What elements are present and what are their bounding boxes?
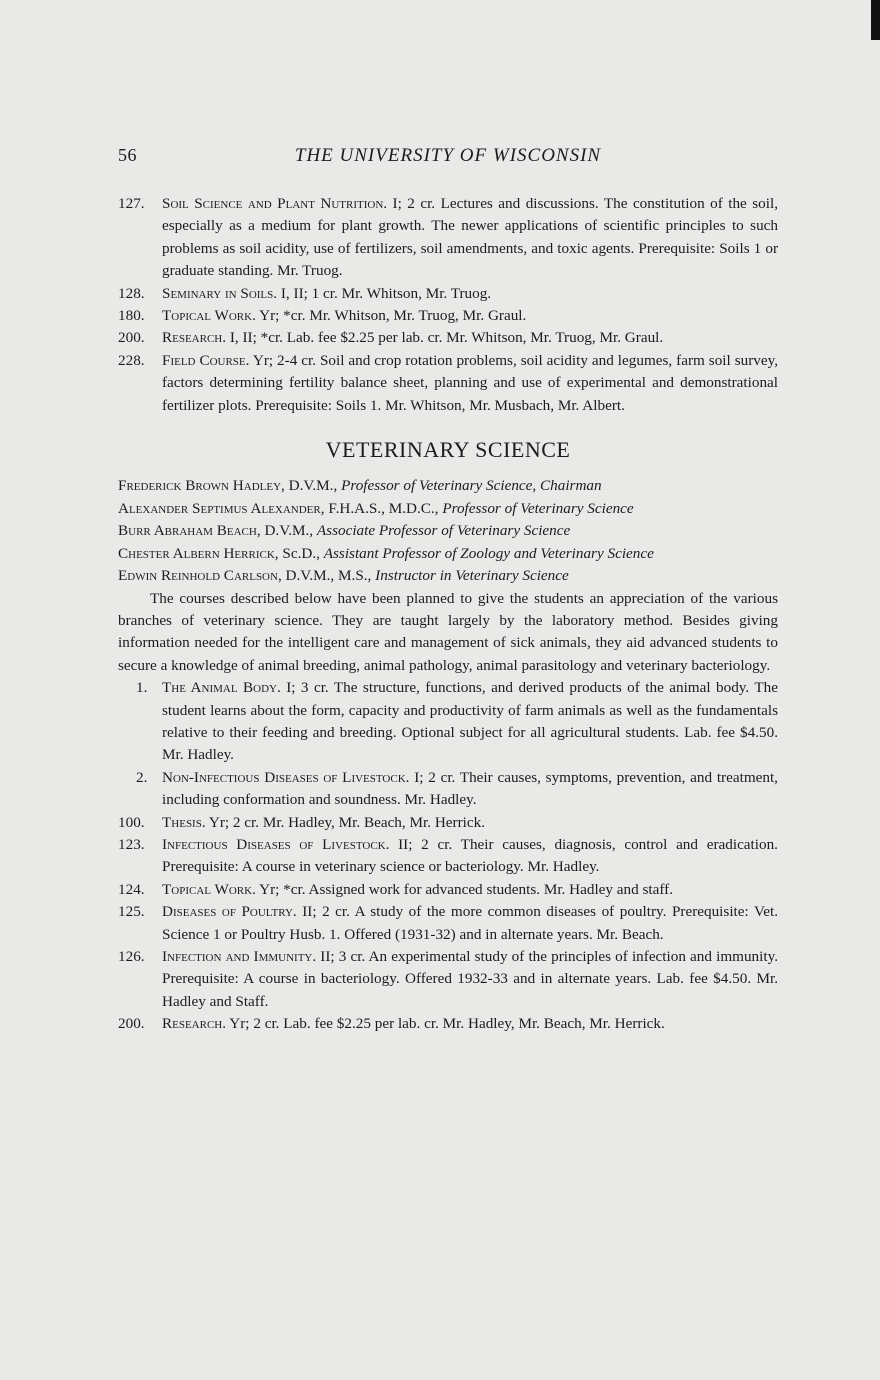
course-entry — [118, 901, 778, 946]
running-title: THE UNIVERSITY OF WISCONSIN — [294, 145, 602, 166]
staff-degree: , F.H.A.S., M.D.C., — [320, 499, 443, 517]
staff-name: Edwin Reinhold Carlson — [118, 567, 278, 585]
course-description — [162, 305, 778, 327]
course-description — [162, 946, 778, 1013]
course-title: Diseases of Poultry. — [162, 903, 297, 921]
course-number: 180. — [118, 307, 145, 325]
course-entry — [118, 879, 778, 901]
course-details: II; 2 cr. Their causes, diagnosis, control and eradication. Prerequisite: A course in veterinary science or bacteriology. Mr. Hadley. — [162, 835, 778, 876]
course-details: I, II; 1 cr. Mr. Whitson, Mr. Truog. — [277, 284, 492, 302]
course-number: 200. — [118, 1015, 145, 1033]
course-details: Yr; *cr. Assigned work for advanced students. Mr. Hadley and staff. — [255, 880, 674, 898]
staff-name: Chester Albern Herrick — [118, 544, 275, 562]
staff-degree: , D.V.M., — [256, 522, 317, 540]
course-details: Yr; 2 cr. Lab. fee $2.25 per lab. cr. Mr. Hadley, Mr. Beach, Mr. Herrick. — [226, 1015, 665, 1033]
course-details: I; 2 cr. Their causes, symptoms, prevention, and treatment, including conformation and soundness. Mr. Hadley. — [162, 768, 778, 809]
course-number: 123. — [118, 835, 145, 853]
course-description — [162, 350, 778, 417]
course-description — [162, 327, 778, 349]
staff-list — [118, 475, 778, 587]
course-number: 200. — [118, 329, 145, 347]
course-description — [162, 767, 778, 812]
course-details: I; 3 cr. The structure, functions, and derived products of the animal body. The student learns about the form, capacity and productivity of farm animals as well as the fundamentals relative to their feeding and breeding. Optional subject for all agricultural students. Lab. fee $4.50. Mr. Hadley. — [162, 679, 778, 764]
course-entry — [118, 350, 778, 417]
course-entry — [118, 327, 778, 349]
course-title: Soil Science and Plant Nutrition. — [162, 195, 388, 212]
staff-entry — [118, 475, 778, 497]
course-number: 126. — [118, 948, 145, 965]
course-entry — [118, 677, 778, 767]
course-number — [118, 767, 162, 812]
staff-degree: , D.V.M., M.S., — [277, 567, 376, 585]
course-description — [162, 193, 778, 283]
course-number: 128. — [118, 284, 145, 302]
course-title: Research. — [162, 329, 227, 347]
page-edge-shadow — [871, 0, 880, 40]
course-entry — [118, 193, 778, 283]
staff-name: Alexander Septimus Alexander — [118, 499, 321, 517]
course-number: 127. — [118, 195, 145, 212]
course-description — [162, 834, 778, 879]
course-number: 124. — [118, 880, 145, 898]
course-number-text: 2. — [136, 768, 148, 786]
staff-entry — [118, 565, 778, 587]
staff-name: Burr Abraham Beach — [118, 522, 257, 540]
staff-degree: , Sc.D., — [274, 544, 324, 562]
staff-degree: , D.V.M., — [281, 477, 342, 495]
course-description — [162, 879, 778, 901]
course-details: I, II; *cr. Lab. fee $2.25 per lab. cr. Mr. Whitson, Mr. Truog, Mr. Graul. — [226, 329, 664, 347]
course-description — [162, 283, 778, 305]
page-body — [118, 193, 778, 1036]
course-number-text: 1. — [136, 679, 148, 697]
staff-position: Professor of Veterinary Science — [442, 499, 634, 517]
course-entry — [118, 305, 778, 327]
staff-position: Assistant Professor of Zoology and Veterinary Science — [323, 544, 654, 562]
course-title: Infection and Immunity. — [162, 948, 317, 965]
course-title: Seminary in Soils. — [162, 284, 278, 302]
course-entry — [118, 283, 778, 305]
course-details: II; 2 cr. A study of the more common diseases of poultry. Prerequisite: Vet. Science 1 or Poultry Husb. 1. Offered (1931-32) and in alternate years. Mr. Beach. — [162, 903, 778, 943]
course-entry — [118, 1013, 778, 1035]
course-title: Research. — [162, 1015, 227, 1033]
course-number: 100. — [118, 813, 145, 831]
staff-entry — [118, 520, 778, 542]
course-entry — [118, 767, 778, 812]
course-title: Topical Work. — [162, 880, 256, 898]
staff-entry — [118, 543, 778, 565]
course-description — [162, 901, 778, 946]
course-entry — [118, 834, 778, 879]
course-description — [162, 1013, 778, 1035]
course-number: 125. — [118, 903, 145, 921]
staff-name: Frederick Brown Hadley — [118, 477, 282, 495]
staff-position: Professor of Veterinary Science, Chairman — [341, 477, 602, 495]
course-details: Yr; *cr. Mr. Whitson, Mr. Truog, Mr. Graul. — [255, 307, 527, 325]
course-title: The Animal Body. — [162, 679, 281, 697]
course-number: 228. — [118, 351, 145, 369]
staff-position: Instructor in Veterinary Science — [375, 567, 569, 585]
course-entry — [118, 946, 778, 1013]
course-title: Non-Infectious Diseases of Livestock. — [162, 768, 410, 786]
course-details: Yr; 2 cr. Mr. Hadley, Mr. Beach, Mr. Herrick. — [205, 813, 485, 831]
course-title: Topical Work. — [162, 307, 256, 325]
course-details: Yr; 2-4 cr. Soil and crop rotation problems, soil acidity and legumes, farm soil survey, factors determining fertility balance sheet, planning and use of experimental and demonstrational fertilizer plots. Prerequisite: Soils 1. Mr. Whitson, Mr. Musbach, Mr. Albert. — [162, 351, 778, 414]
course-number — [118, 677, 162, 767]
soils-course-list — [118, 193, 778, 417]
staff-position: Associate Professor of Veterinary Science — [316, 522, 571, 540]
section-heading: VETERINARY SCIENCE — [325, 437, 571, 463]
course-description — [162, 812, 778, 834]
vet-course-list — [118, 677, 778, 1036]
course-title: Infectious Diseases of Livestock. — [162, 835, 390, 853]
intro-paragraph: The courses described below have been planned to give the students an appreciation of the various branches of veterinary science. They are taught largely by the laboratory method. Besides giving information needed for the intelligent care and management of sick animals, they aid advanced students to secure a knowledge of animal breeding, animal pathology, animal parasitology and veterinary bacteriology. — [118, 589, 778, 674]
course-details: I; 2 cr. Lectures and discussions. The constitution of the soil, especially as a medium for plant growth. The newer applications of scientific principles to such problems as soil acidity, use of fertilizers, soil amendments, and toxic agents. Prerequisite: Soils 1 or graduate standing. Mr. Truog. — [162, 195, 778, 280]
course-description — [162, 677, 778, 767]
page-number: 56 — [118, 145, 137, 165]
course-details: II; 3 cr. An experimental study of the principles of infection and immunity. Prerequisite: A course in bacteriology. Offered 1932-33 and in alternate years. Lab. fee $4.50. Mr. Hadley and Staff. — [162, 948, 778, 1010]
course-title: Thesis. — [162, 813, 206, 831]
course-entry — [118, 812, 778, 834]
course-title: Field Course. — [162, 351, 250, 369]
staff-entry — [118, 498, 778, 520]
